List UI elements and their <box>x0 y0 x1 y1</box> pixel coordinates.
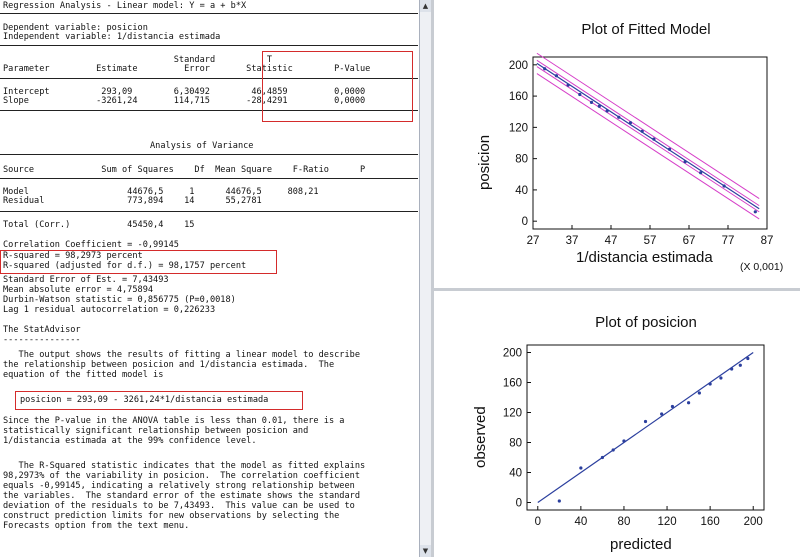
fitted-equation: posicion = 293,09 - 3261,24*1/distancia estimada <box>20 395 269 405</box>
y-tick-label: 80 <box>515 153 528 166</box>
advisor-line: the variables. The standard error of the estimate shows the standard <box>3 491 360 501</box>
advisor-line: The output shows the results of fitting a linear model to describe <box>3 350 360 360</box>
advisor-line: 98,2973% of the variability in posicion. The correlation coefficient <box>3 471 360 481</box>
data-point <box>578 93 581 96</box>
data-point <box>684 160 687 163</box>
observed-x-axis-label: predicted <box>610 536 672 553</box>
identity-line <box>538 353 753 503</box>
advisor-line: 1/distancia estimada at the 99% confidence level. <box>3 436 257 446</box>
x-tick-label: 0 <box>534 516 541 528</box>
data-point <box>598 105 601 108</box>
data-point <box>555 74 558 77</box>
data-point <box>754 210 757 213</box>
x-tick-label: 27 <box>526 235 540 247</box>
observed-y-axis-label: observed <box>472 406 489 468</box>
advisor-line: equals -0,99145, indicating a relatively strong relationship between <box>3 481 355 491</box>
mean-absolute-error: Mean absolute error = 4,75894 <box>3 285 154 295</box>
anova-row-residual: Residual 773,894 14 55,2781 <box>3 196 262 206</box>
x-tick-label: 87 <box>760 235 774 247</box>
data-point <box>746 357 749 360</box>
data-point <box>617 116 620 119</box>
data-point <box>601 456 604 459</box>
advisor-line: statistically significant relationship between posicion and <box>3 426 309 436</box>
anova-row-model: Model 44676,5 1 44676,5 808,21 <box>3 187 319 197</box>
data-point <box>590 101 593 104</box>
data-point <box>644 420 647 423</box>
anova-header-rule <box>0 178 418 179</box>
x-tick-label: 120 <box>657 516 677 528</box>
y-tick-label: 120 <box>502 407 522 420</box>
section-rule <box>0 45 418 46</box>
y-tick-label: 160 <box>502 377 522 390</box>
data-point <box>579 466 582 469</box>
r-squared: R-squared = 98,2973 percent <box>3 251 143 261</box>
y-tick-label: 120 <box>508 122 528 135</box>
advisor-line: the relationship between posicion and 1/distancia estimada. The <box>3 360 335 370</box>
x-tick-label: 40 <box>574 516 588 528</box>
data-point <box>612 448 615 451</box>
coef-row-slope: Slope -3261,24 114,715 -28,4291 0,0000 <box>3 96 366 106</box>
y-tick-label: 0 <box>515 497 522 510</box>
data-point <box>543 67 546 70</box>
fitted-x-axis-label: 1/distancia estimada <box>576 249 713 266</box>
advisor-line: construct prediction limits for new observations by selecting the <box>3 511 340 521</box>
vertical-scrollbar[interactable] <box>419 0 431 557</box>
confidence-limit-line <box>537 60 759 205</box>
data-point <box>719 376 722 379</box>
x-tick-label: 200 <box>743 516 763 528</box>
scroll-up-arrow-icon[interactable]: ▲ <box>420 0 431 12</box>
y-tick-label: 160 <box>508 91 528 104</box>
data-point <box>567 84 570 87</box>
fitted-y-axis-label: posicion <box>476 134 493 190</box>
x-tick-label: 77 <box>721 235 735 247</box>
data-point <box>652 137 655 140</box>
t-statistic-highlight <box>262 51 413 122</box>
statadvisor-rule: --------------- <box>3 335 81 345</box>
data-point <box>699 171 702 174</box>
coef-header-line-2: Parameter Estimate Error Statistic P-Value <box>3 64 371 74</box>
lag-autocorrelation: Lag 1 residual autocorrelation = 0,226233 <box>3 305 216 315</box>
standard-error: Standard Error of Est. = 7,43493 <box>3 275 169 285</box>
data-point <box>641 130 644 133</box>
data-point <box>629 121 632 124</box>
data-point <box>671 405 674 408</box>
advisor-line: deviation of the residuals to be 7,43493. This value can be used to <box>3 501 355 511</box>
x-tick-label: 37 <box>565 235 579 247</box>
independent-variable: Independent variable: 1/distancia estimada <box>3 32 221 42</box>
data-point <box>622 439 625 442</box>
data-point <box>668 148 671 151</box>
prediction-limit-line <box>537 53 759 198</box>
durbin-watson: Durbin-Watson statistic = 0,856775 (P=0,0018) <box>3 295 236 305</box>
data-point <box>606 109 609 112</box>
data-point <box>730 367 733 370</box>
prediction-limit-line <box>537 74 759 219</box>
data-point <box>723 184 726 187</box>
data-point <box>698 391 701 394</box>
header-rule <box>0 13 418 14</box>
dependent-variable: Dependent variable: posicion <box>3 23 148 33</box>
fitted-regression-line <box>537 63 759 208</box>
data-point <box>709 382 712 385</box>
x-tick-label: 47 <box>604 235 618 247</box>
fitted-x-scale-note: (X 0,001) <box>740 261 784 273</box>
plot-frame <box>533 57 767 229</box>
anova-row-total: Total (Corr.) 45450,4 15 <box>3 220 195 230</box>
data-point <box>739 364 742 367</box>
data-point <box>687 401 690 404</box>
y-tick-label: 200 <box>508 59 528 72</box>
y-tick-label: 40 <box>515 184 528 197</box>
correlation-coefficient: Correlation Coefficient = -0,99145 <box>3 240 179 250</box>
equation-highlight <box>15 391 303 410</box>
data-point <box>558 499 561 502</box>
x-tick-label: 67 <box>682 235 696 247</box>
anova-header: Source Sum of Squares Df Mean Square F-Ratio P <box>3 165 366 175</box>
x-tick-label: 57 <box>643 235 657 247</box>
y-tick-label: 80 <box>509 437 522 450</box>
advisor-line: Since the P-value in the ANOVA table is less than 0.01, there is a <box>3 416 345 426</box>
x-tick-label: 80 <box>617 516 631 528</box>
fitted-plot-title: Plot of Fitted Model <box>581 21 711 38</box>
analysis-header: Regression Analysis - Linear model: Y = a + b*X <box>3 1 247 11</box>
coef-row-intercept: Intercept 293,09 6,30492 46,4859 0,0000 <box>3 87 366 97</box>
r-squared-adjusted: R-squared (adjusted for d.f.) = 98,1757 percent <box>3 261 247 271</box>
anova-top-rule <box>0 154 418 155</box>
coef-header-line-1: Standard T <box>3 55 273 65</box>
anova-title: Analysis of Variance <box>150 141 254 151</box>
advisor-line: equation of the fitted model is <box>3 370 164 380</box>
y-tick-label: 0 <box>521 216 528 229</box>
data-point <box>660 412 663 415</box>
scroll-down-arrow-icon[interactable]: ▼ <box>420 545 431 557</box>
confidence-limit-line <box>537 67 759 212</box>
x-tick-label: 160 <box>700 516 720 528</box>
y-tick-label: 200 <box>502 347 522 360</box>
advisor-line: Forecasts option from the text menu. <box>3 521 190 531</box>
anova-total-rule <box>0 211 418 212</box>
observed-plot-title: Plot of posicion <box>595 314 697 331</box>
y-tick-label: 40 <box>509 467 522 480</box>
statadvisor-title: The StatAdvisor <box>3 325 81 335</box>
advisor-line: The R-Squared statistic indicates that the model as fitted explains <box>3 461 366 471</box>
r-squared-highlight <box>0 250 277 274</box>
